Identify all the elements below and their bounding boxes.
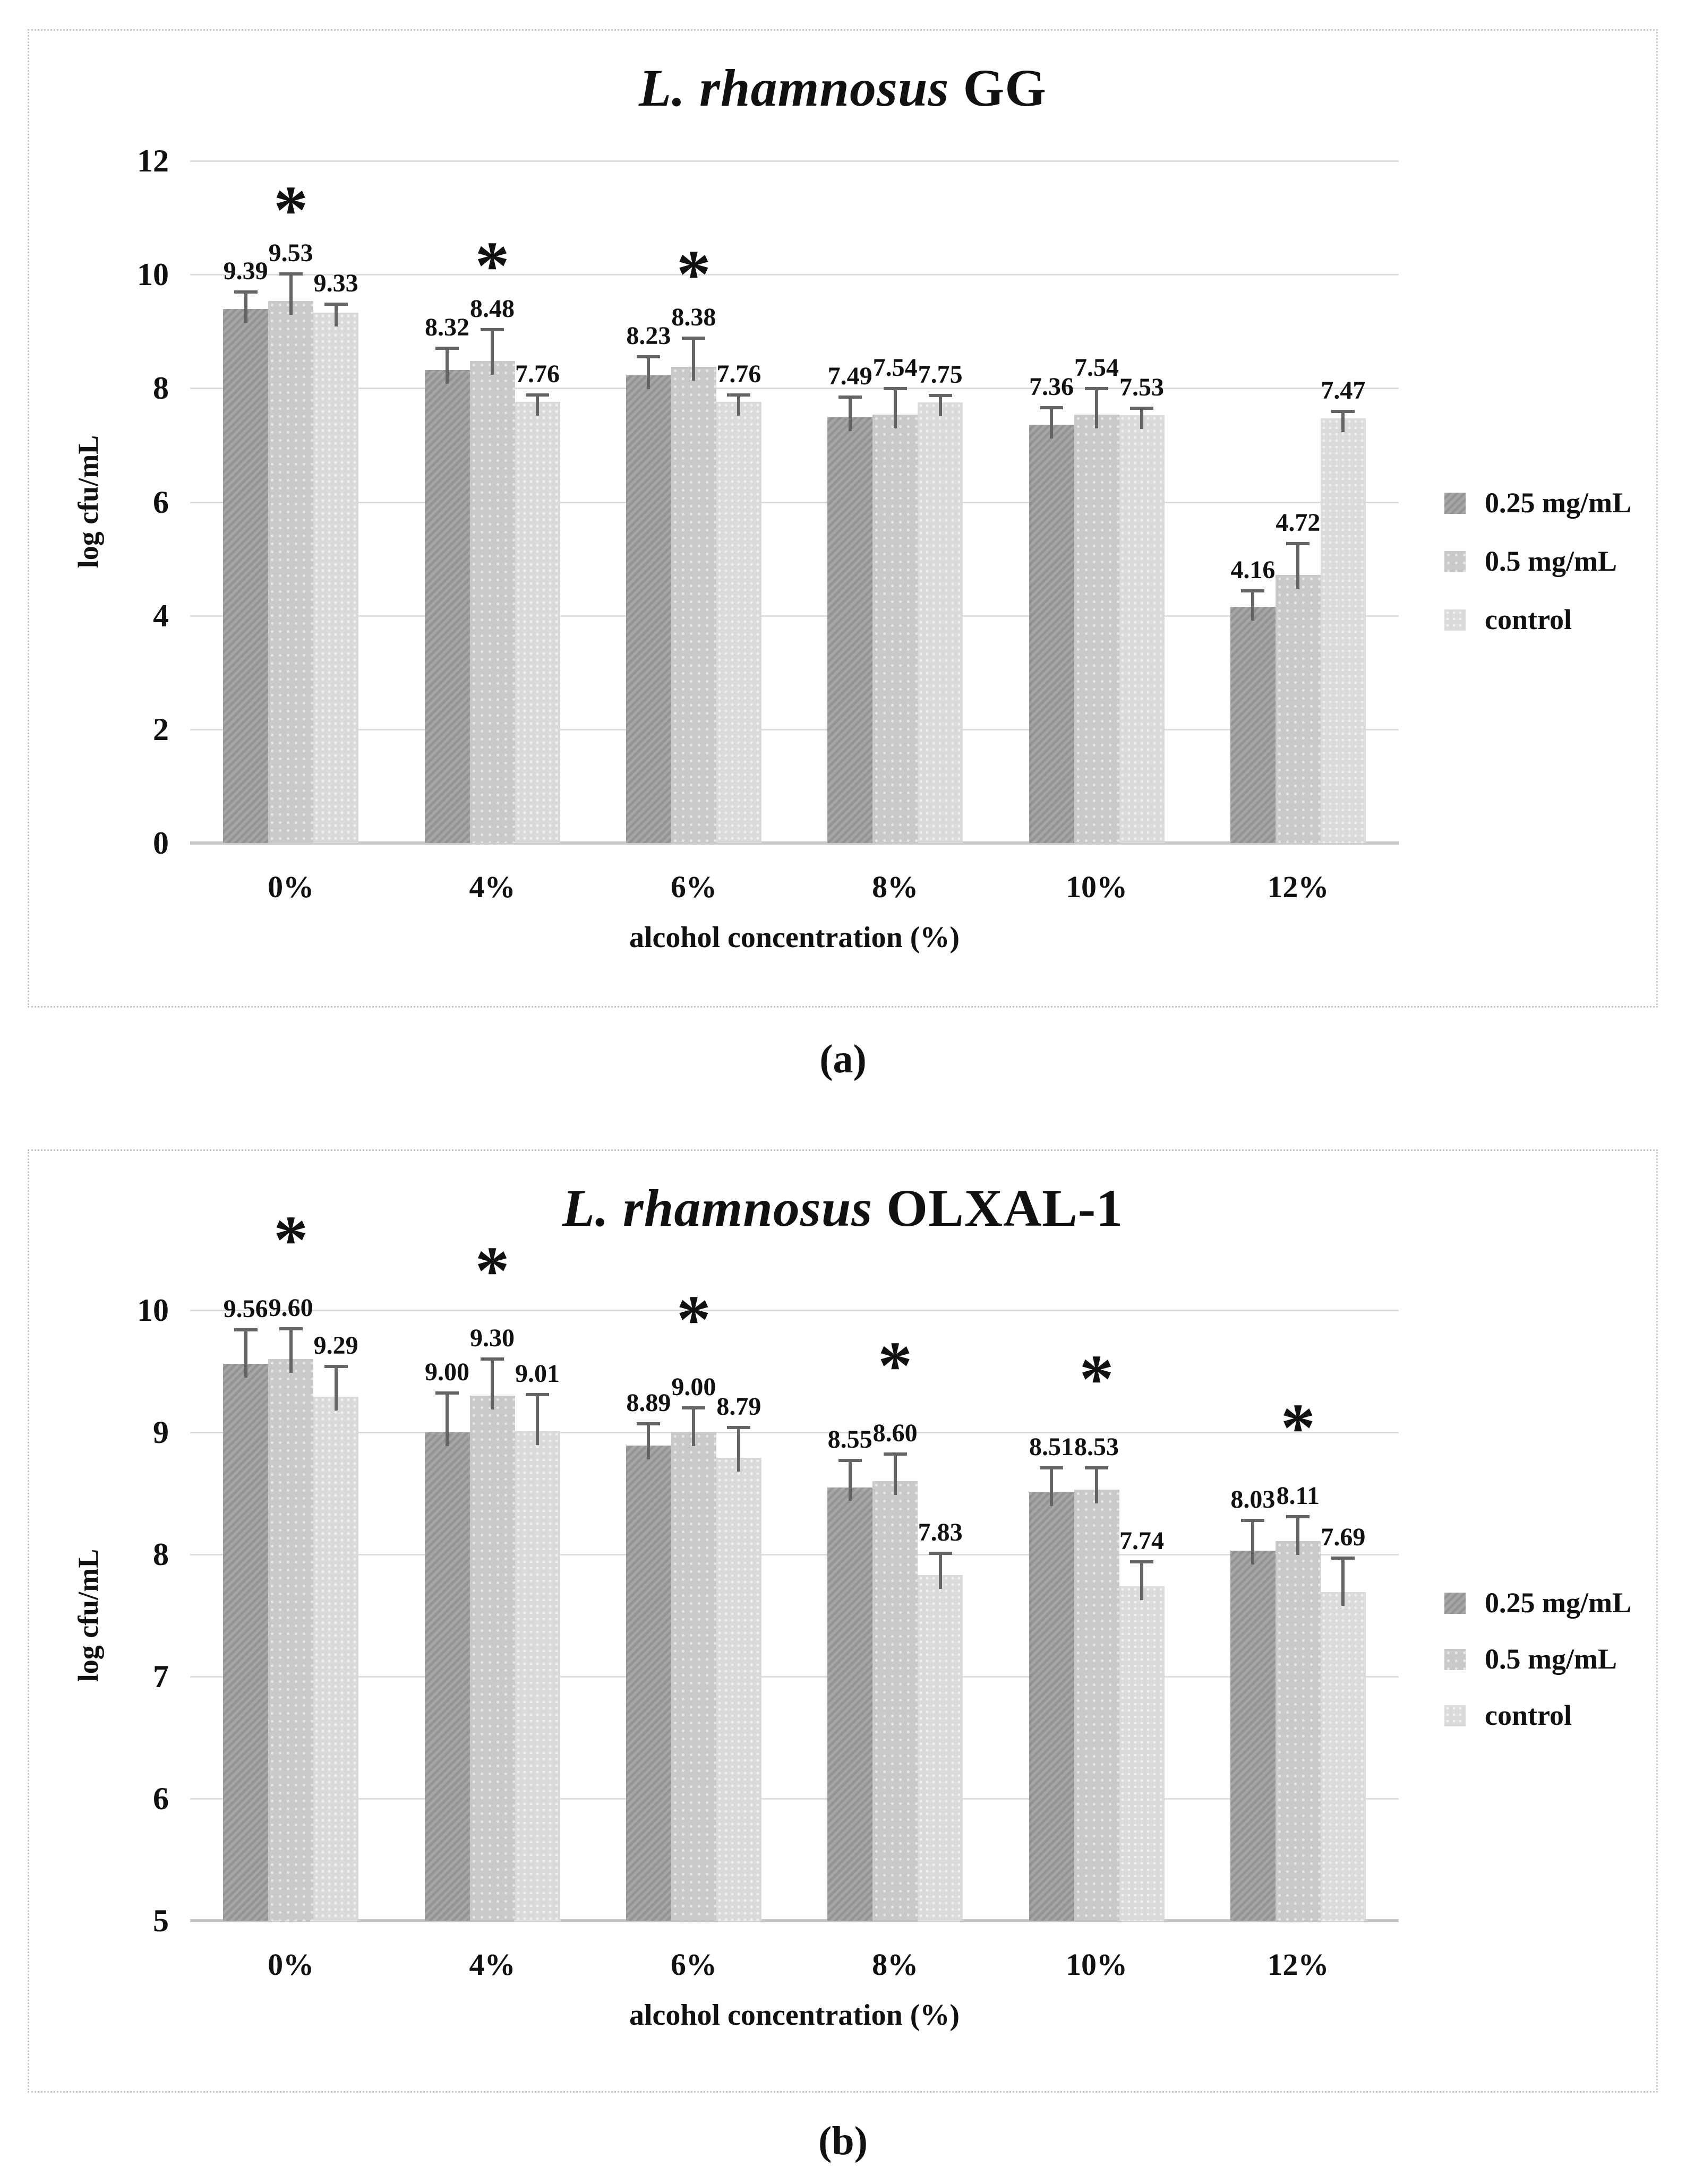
legend-swatch-0.25-mg-ml — [1444, 493, 1466, 514]
bar-0.5-mg-ml-6% — [671, 367, 716, 843]
error-bar-cap — [727, 1426, 750, 1429]
chart-title-a — [29, 57, 1656, 118]
value-label: 9.01 — [515, 1359, 560, 1388]
error-bar-cap — [1040, 406, 1063, 409]
x-tick-label: 12% — [1267, 870, 1329, 904]
significance-asterisk: * — [878, 1327, 913, 1404]
value-label: 8.89 — [626, 1388, 671, 1417]
x-tick-label: 8% — [872, 870, 919, 904]
error-bar — [1140, 408, 1143, 429]
bar-control-10% — [1119, 415, 1165, 843]
y-tick-label: 7 — [153, 1659, 169, 1694]
x-tick-label: 4% — [469, 1947, 516, 1982]
y-axis-label-b: log cfu/mL — [72, 1549, 104, 1682]
error-bar-cap — [435, 1391, 459, 1395]
error-bar — [446, 1393, 449, 1446]
legend-label: 0.25 mg/mL — [1485, 1587, 1631, 1619]
x-tick-label: 10% — [1066, 1947, 1127, 1982]
error-bar-cap — [929, 1552, 952, 1555]
value-label: 8.55 — [827, 1425, 872, 1454]
error-bar-cap — [727, 393, 750, 397]
gridline — [190, 729, 1399, 730]
error-bar-cap — [682, 337, 705, 340]
bar-0.5-mg-ml-0% — [268, 301, 313, 843]
value-label: 7.83 — [918, 1518, 963, 1546]
bar-0.5-mg-ml-12% — [1276, 575, 1321, 843]
error-bar — [849, 1460, 852, 1501]
x-axis-label-b: alcohol concentration (%) — [629, 1999, 960, 2032]
error-bar-cap — [279, 1327, 303, 1330]
gridline — [190, 1310, 1399, 1311]
caption-a: (a) — [819, 1037, 867, 1081]
bar-0.5-mg-ml-8% — [872, 1481, 918, 1921]
bar-0.25-mg-ml-10% — [1029, 425, 1074, 843]
significance-asterisk: * — [273, 171, 309, 248]
value-label: 8.53 — [1074, 1432, 1119, 1461]
error-bar-cap — [1085, 1466, 1108, 1469]
significance-asterisk: * — [1079, 1341, 1114, 1418]
gridline — [190, 1676, 1399, 1678]
error-bar-cap — [929, 394, 952, 397]
legend-label: 0.5 mg/mL — [1485, 1643, 1617, 1675]
error-bar — [894, 1454, 897, 1495]
value-label: 8.23 — [626, 322, 671, 350]
legend-label: control — [1485, 1699, 1572, 1731]
bar-0.5-mg-ml-12% — [1276, 1541, 1321, 1921]
value-label: 4.72 — [1276, 508, 1321, 537]
value-label: 9.56 — [223, 1294, 268, 1323]
chart-title-b-italic: L. rhamnosus — [562, 1179, 887, 1237]
y-tick-label: 6 — [153, 484, 169, 520]
bar-0.25-mg-ml-12% — [1230, 607, 1276, 843]
significance-asterisk: * — [676, 1281, 711, 1358]
x-axis-line — [190, 841, 1399, 845]
bar-control-4% — [515, 1431, 560, 1921]
bar-control-0% — [313, 313, 358, 843]
error-bar — [1050, 1468, 1053, 1506]
value-label: 7.36 — [1029, 372, 1074, 401]
legend-label: 0.5 mg/mL — [1485, 545, 1617, 577]
y-tick-label: 10 — [137, 257, 169, 293]
bar-control-6% — [716, 402, 761, 843]
value-label: 8.60 — [872, 1419, 918, 1448]
error-bar-cap — [1241, 1519, 1264, 1522]
value-label: 7.69 — [1321, 1523, 1366, 1551]
error-bar — [939, 1553, 942, 1589]
bar-0.25-mg-ml-8% — [827, 417, 872, 843]
error-bar — [1140, 1562, 1143, 1600]
error-bar — [647, 357, 650, 389]
bar-control-4% — [515, 402, 560, 843]
error-bar — [1296, 544, 1299, 589]
error-bar-cap — [435, 347, 459, 350]
error-bar — [244, 1330, 247, 1378]
error-bar — [737, 1428, 740, 1472]
y-axis-label-a: log cfu/mL — [72, 435, 104, 569]
chart-title-b-rest: OLXAL-1 — [886, 1179, 1124, 1237]
x-tick-label: 6% — [670, 1947, 717, 1982]
error-bar-cap — [234, 1328, 258, 1331]
value-label: 9.33 — [313, 269, 358, 297]
error-bar-cap — [324, 1365, 348, 1368]
bar-0.25-mg-ml-0% — [223, 309, 268, 843]
error-bar-cap — [637, 1422, 660, 1425]
y-tick-label: 10 — [137, 1293, 169, 1328]
value-label: 7.76 — [515, 360, 560, 389]
y-tick-label: 12 — [137, 143, 169, 178]
y-tick-label: 9 — [153, 1415, 169, 1450]
x-tick-label: 0% — [268, 870, 314, 904]
bar-control-8% — [918, 402, 963, 843]
error-bar-cap — [1331, 1557, 1355, 1560]
error-bar-cap — [526, 1393, 549, 1396]
error-bar — [335, 1366, 338, 1411]
x-tick-label: 4% — [469, 870, 516, 904]
gridline — [190, 388, 1399, 389]
legend-swatch-control — [1444, 1705, 1466, 1726]
error-bar-cap — [884, 1452, 907, 1456]
error-bar-cap — [1331, 410, 1355, 413]
error-bar — [1251, 591, 1254, 621]
error-bar-cap — [838, 1459, 862, 1462]
gridline — [190, 1554, 1399, 1555]
bar-0.25-mg-ml-8% — [827, 1487, 872, 1921]
error-bar — [1050, 408, 1053, 438]
value-label: 9.60 — [268, 1293, 313, 1322]
error-bar — [1251, 1520, 1254, 1565]
significance-asterisk: * — [475, 227, 510, 304]
legend-swatch-0.5-mg-ml — [1444, 551, 1466, 572]
panel-a — [28, 29, 1658, 1008]
bar-0.5-mg-ml-10% — [1074, 415, 1119, 843]
bar-0.25-mg-ml-4% — [425, 370, 470, 843]
error-bar-cap — [1130, 407, 1153, 410]
y-tick-label: 5 — [153, 1903, 169, 1938]
bar-control-12% — [1321, 418, 1366, 843]
value-label: 9.30 — [470, 1324, 515, 1352]
legend-label: control — [1485, 604, 1572, 635]
caption-b: (b) — [818, 2119, 868, 2163]
value-label: 8.11 — [1276, 1481, 1320, 1510]
error-bar — [446, 348, 449, 384]
bar-0.25-mg-ml-12% — [1230, 1551, 1276, 1921]
error-bar — [939, 395, 942, 416]
value-label: 8.38 — [671, 303, 716, 332]
bar-0.5-mg-ml-0% — [268, 1359, 313, 1921]
error-bar-cap — [481, 328, 504, 331]
bar-0.5-mg-ml-4% — [470, 361, 515, 843]
bar-control-6% — [716, 1458, 761, 1921]
value-label: 8.79 — [716, 1392, 761, 1421]
error-bar — [1095, 1468, 1098, 1503]
value-label: 8.32 — [425, 313, 469, 342]
error-bar — [536, 395, 539, 416]
chart-title-a-rest: GG — [963, 58, 1047, 117]
gridline — [190, 615, 1399, 617]
value-label: 7.76 — [716, 360, 761, 389]
value-label: 8.48 — [470, 295, 515, 323]
error-bar — [536, 1395, 539, 1445]
significance-asterisk: * — [273, 1202, 309, 1278]
error-bar-cap — [1286, 542, 1310, 545]
gridline — [190, 1432, 1399, 1433]
bar-control-0% — [313, 1397, 358, 1921]
bar-0.5-mg-ml-8% — [872, 415, 918, 843]
bar-control-10% — [1119, 1586, 1165, 1921]
bar-0.25-mg-ml-10% — [1029, 1492, 1074, 1921]
error-bar — [894, 389, 897, 428]
error-bar — [335, 304, 338, 326]
gridline — [190, 160, 1399, 162]
bar-0.25-mg-ml-6% — [626, 1446, 671, 1921]
y-tick-label: 6 — [153, 1781, 169, 1816]
bar-control-8% — [918, 1575, 963, 1921]
error-bar-cap — [1130, 1560, 1153, 1563]
value-label: 7.47 — [1321, 376, 1366, 405]
value-label: 8.03 — [1230, 1485, 1276, 1514]
legend-swatch-control — [1444, 609, 1466, 631]
legend-label: 0.25 mg/mL — [1485, 487, 1631, 519]
x-axis-line — [190, 1919, 1399, 1922]
legend-swatch-0.25-mg-ml — [1444, 1593, 1466, 1614]
value-label: 9.00 — [671, 1373, 716, 1401]
error-bar — [1341, 1558, 1345, 1606]
value-label: 7.75 — [918, 360, 963, 389]
error-bar-cap — [838, 395, 862, 399]
value-label: 7.74 — [1119, 1526, 1164, 1555]
error-bar — [647, 1424, 650, 1459]
x-tick-label: 6% — [670, 870, 717, 904]
value-label: 7.54 — [1074, 354, 1119, 382]
error-bar-cap — [324, 303, 348, 306]
value-label: 7.54 — [872, 354, 918, 382]
chart-title-a-italic: L. rhamnosus — [638, 58, 963, 117]
y-tick-label: 2 — [153, 711, 169, 747]
gridline — [190, 502, 1399, 503]
error-bar-cap — [526, 393, 549, 397]
bar-0.25-mg-ml-6% — [626, 375, 671, 843]
error-bar — [244, 292, 247, 323]
y-tick-label: 8 — [153, 1537, 169, 1572]
bar-0.25-mg-ml-0% — [223, 1364, 268, 1921]
y-tick-label: 4 — [153, 598, 169, 633]
panel-b — [28, 1149, 1658, 2093]
error-bar-cap — [1286, 1515, 1310, 1518]
significance-asterisk: * — [1280, 1390, 1315, 1467]
value-label: 7.49 — [827, 362, 872, 391]
value-label: 9.00 — [425, 1358, 469, 1387]
y-tick-label: 0 — [153, 826, 169, 861]
bar-0.25-mg-ml-4% — [425, 1432, 470, 1921]
error-bar-cap — [1241, 589, 1264, 592]
value-label: 7.53 — [1119, 373, 1164, 401]
value-label: 4.16 — [1230, 555, 1276, 584]
x-axis-label-a: alcohol concentration (%) — [629, 921, 960, 954]
x-tick-label: 8% — [872, 1947, 919, 1982]
bar-0.5-mg-ml-6% — [671, 1432, 716, 1921]
error-bar-cap — [234, 290, 258, 294]
error-bar-cap — [1040, 1466, 1063, 1469]
error-bar — [737, 395, 740, 416]
value-label: 9.39 — [223, 257, 268, 286]
x-tick-label: 10% — [1066, 870, 1127, 904]
bar-control-12% — [1321, 1592, 1366, 1921]
value-label: 9.53 — [268, 239, 313, 268]
y-tick-label: 8 — [153, 371, 169, 406]
significance-asterisk: * — [475, 1232, 510, 1309]
x-tick-label: 12% — [1267, 1947, 1329, 1982]
gridline — [190, 1798, 1399, 1800]
error-bar-cap — [637, 355, 660, 358]
error-bar — [1341, 411, 1345, 432]
significance-asterisk: * — [676, 236, 711, 313]
bar-0.5-mg-ml-4% — [470, 1396, 515, 1921]
value-label: 8.51 — [1029, 1432, 1074, 1461]
x-tick-label: 0% — [268, 1947, 314, 1982]
error-bar — [849, 397, 852, 431]
legend-swatch-0.5-mg-ml — [1444, 1649, 1466, 1670]
value-label: 9.29 — [313, 1331, 358, 1360]
